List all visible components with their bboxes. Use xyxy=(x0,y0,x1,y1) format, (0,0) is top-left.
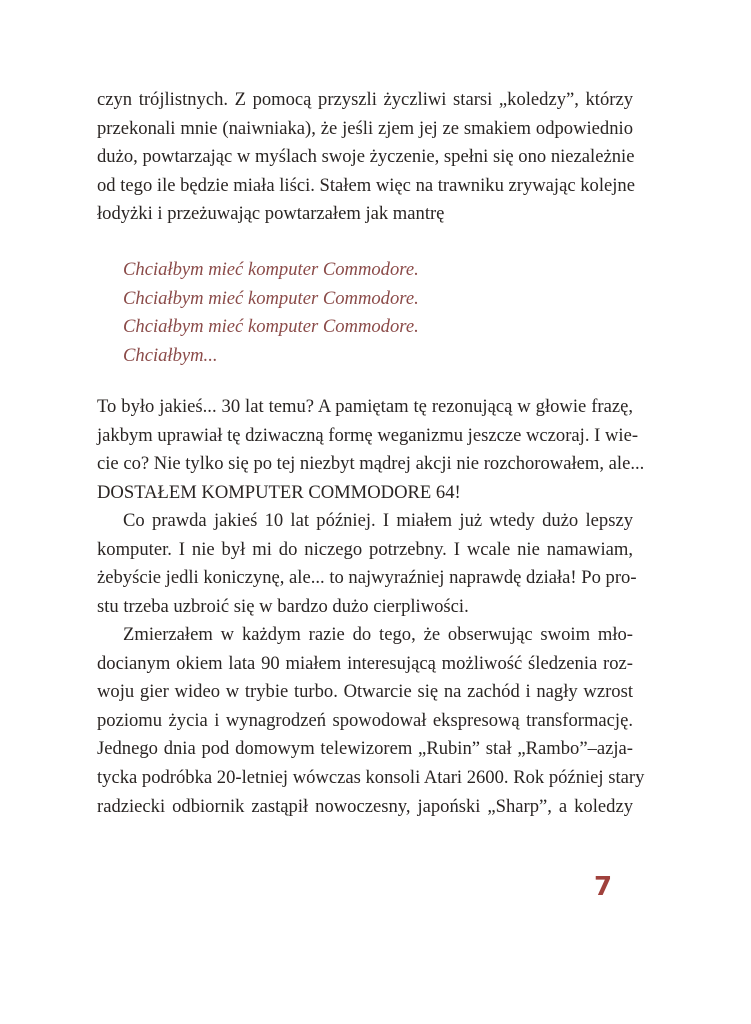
text-line: docianym okiem lata 90 miałem interesującą możliwość śledzenia roz- xyxy=(97,652,633,674)
text-line: poziomu życia i wynagrodzeń spowodował ekspresową transformację. xyxy=(97,709,633,731)
text-line: żebyście jedli koniczynę, ale... to najwyraźniej naprawdę działa! Po pro- xyxy=(97,567,637,589)
paragraph-3 xyxy=(97,507,637,621)
text-line: łodyżki i przeżuwając powtarzałem jak mantrę xyxy=(97,203,445,225)
text-line: To było jakieś... 30 lat temu? A pamiętam tę rezonującą w głowie frazę, xyxy=(97,396,633,417)
text-line: jakbym uprawiał tę dziwaczną formę weganizmu jeszcze wczoraj. I wie- xyxy=(97,424,639,446)
text-line: woju gier wideo w trybie turbo. Otwarcie się na zachód i nagły wzrost xyxy=(97,681,633,703)
text-line: Jednego dnia pod domowym telewizorem „Rubin” stał „Rambo”–azja- xyxy=(97,738,633,760)
verse-line: Chciałbym... xyxy=(123,344,218,366)
text-line: Zmierzałem w każdym razie do tego, że obserwując swoim mło- xyxy=(123,624,633,645)
paragraph-1 xyxy=(97,86,633,229)
paragraph-4 xyxy=(97,621,645,821)
text-line: czyn trójlistnych. Z pomocą przyszli życzliwi starsi „koledzy”, którzy xyxy=(97,89,633,110)
text-line: stu trzeba uzbroić się w bardzo dużo cierpliwości. xyxy=(97,595,469,617)
verse-line: Chciałbym mieć komputer Commodore. xyxy=(123,287,419,309)
text-line: od tego ile będzie miała liści. Stałem więc na trawniku zrywając kolejne xyxy=(97,174,635,196)
text-line: radziecki odbiornik zastąpił nowoczesny, japoński „Sharp”, a koledzy xyxy=(97,795,633,817)
text-line: komputer. I nie był mi do niczego potrzebny. I wcale nie namawiam, xyxy=(97,538,633,560)
verse-quote xyxy=(123,256,419,370)
text-line: cie co? Nie tylko się po tej niezbyt mądrej akcji nie rozchorowałem, ale... xyxy=(97,453,645,475)
text-line: przekonali mnie (naiwniaka), że jeśli zjem jej ze smakiem odpowiednio xyxy=(97,117,633,139)
text-line: tycka podróbka 20-letniej wówczas konsoli Atari 2600. Rok później stary xyxy=(97,766,645,788)
paragraph-2 xyxy=(97,393,645,507)
text-line: Co prawda jakieś 10 lat później. I miałem już wtedy dużo lepszy xyxy=(123,510,633,531)
verse-line: Chciałbym mieć komputer Commodore. xyxy=(123,316,419,338)
verse-line: Chciałbym mieć komputer Commodore. xyxy=(123,259,419,280)
text-line: dużo, powtarzając w myślach swoje życzenie, spełni się ono niezależnie xyxy=(97,146,635,168)
page-number: 7 xyxy=(594,872,613,902)
text-line: DOSTAŁEM KOMPUTER COMMODORE 64! xyxy=(97,481,461,503)
